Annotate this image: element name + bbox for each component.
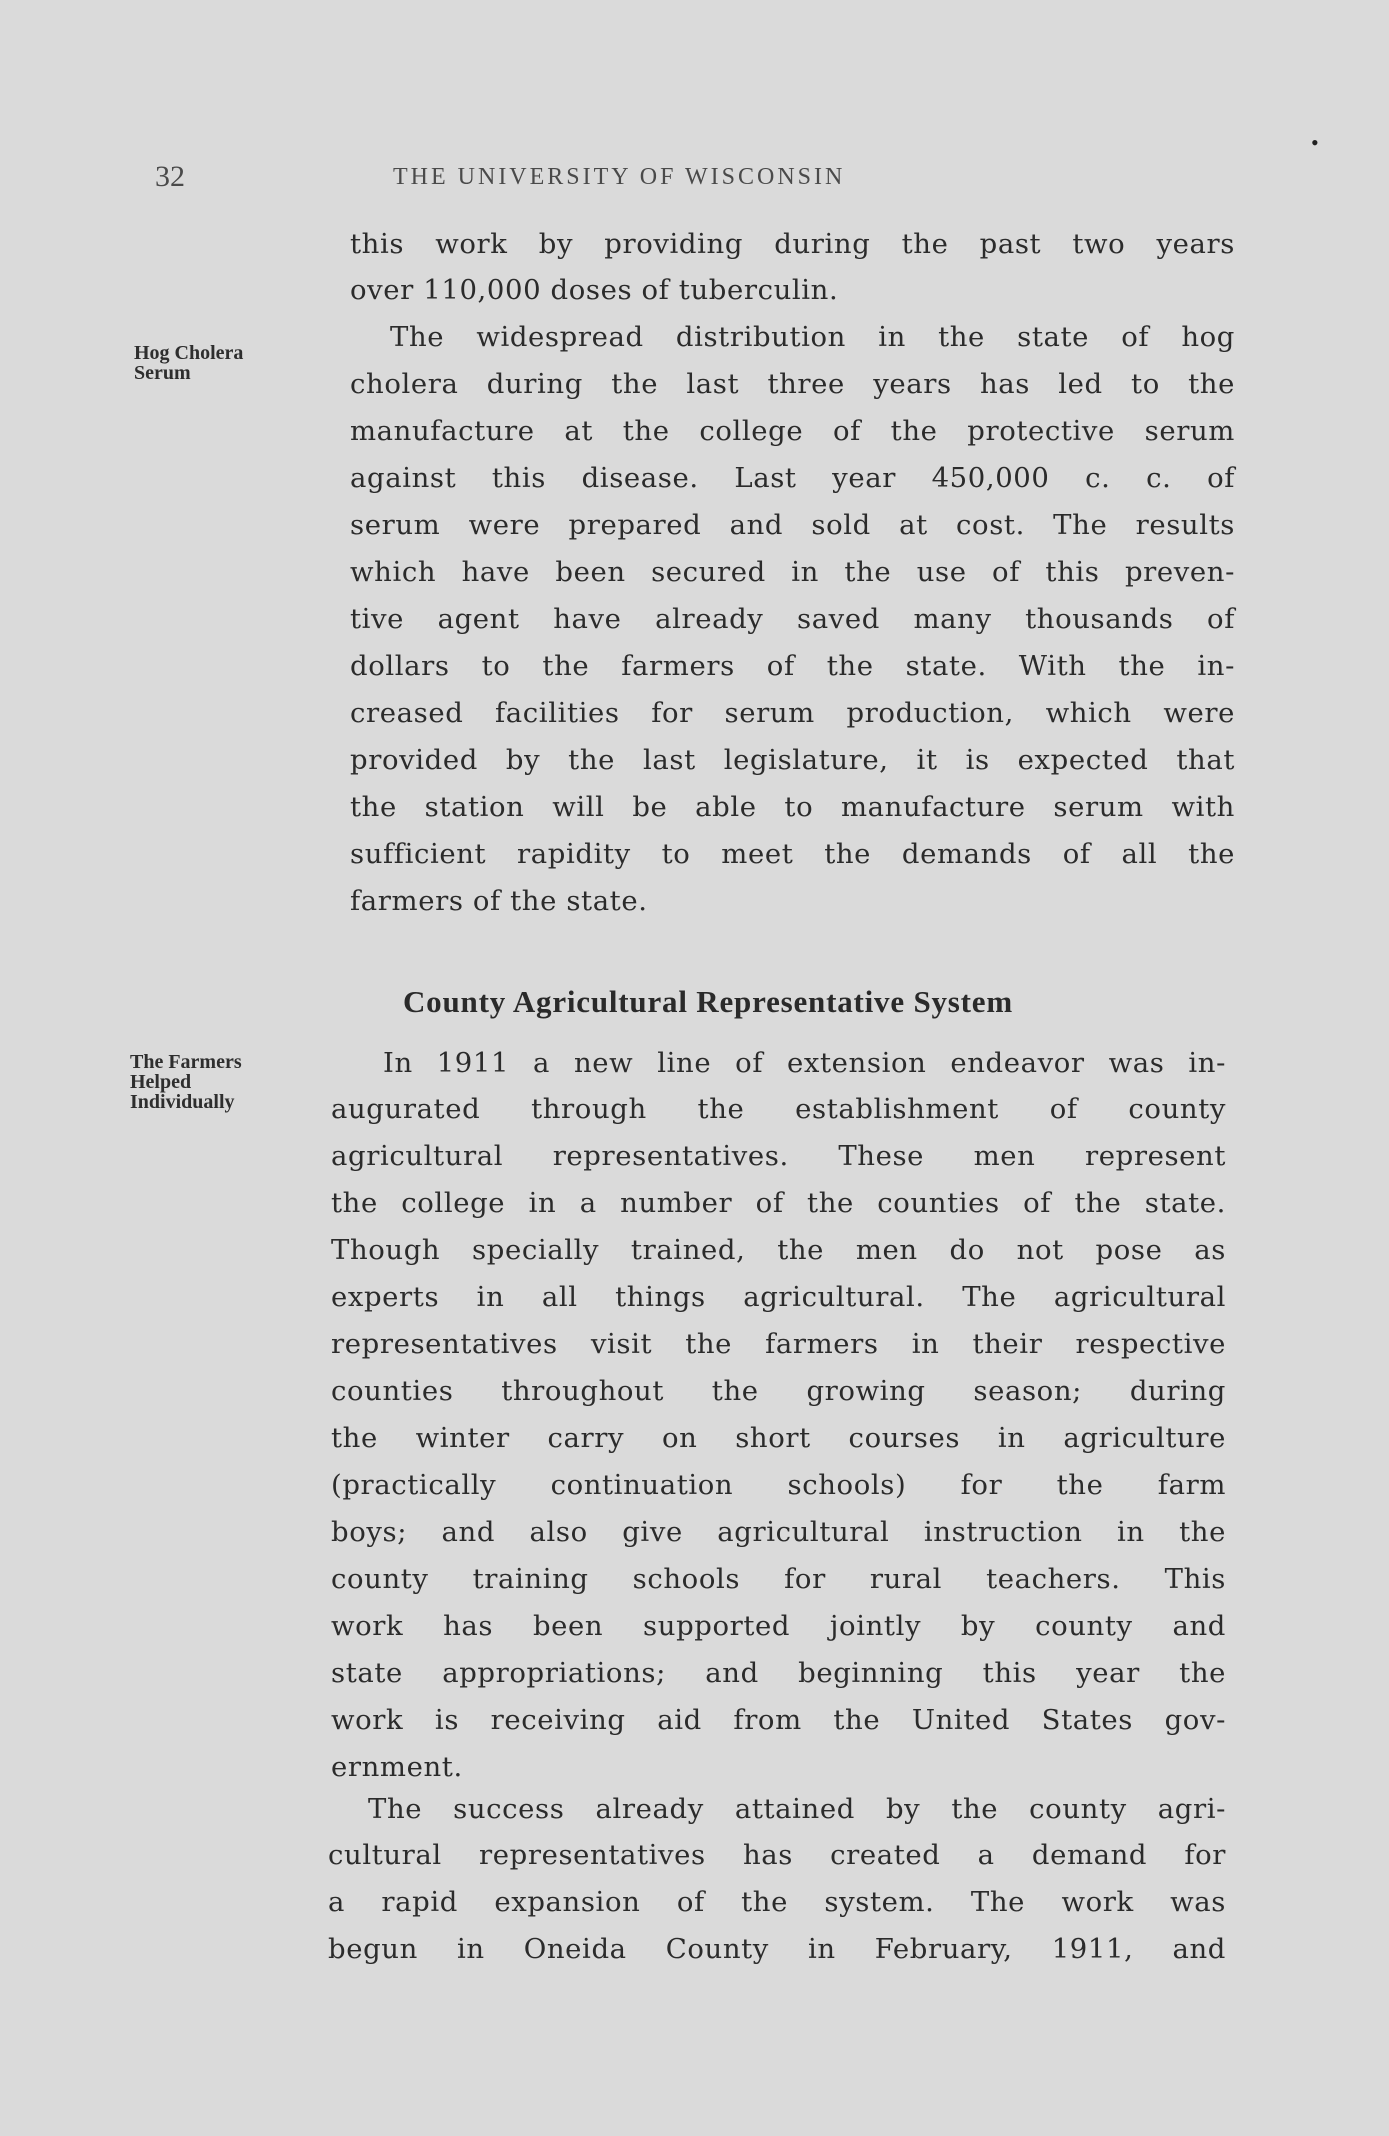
text-line: the station will be able to manufacture serum with (350, 791, 1235, 823)
text-line: The widespread distribution in the state of hog (390, 321, 1235, 353)
text-line: the college in a number of the counties of the state. (331, 1187, 1226, 1219)
text-line: against this disease. Last year 450,000 c. c. of (350, 462, 1235, 494)
sidenote-line: Hog Cholera (134, 342, 244, 364)
sidenote-line: Individually (130, 1091, 235, 1113)
text-line: dollars to the farmers of the state. With the in- (350, 650, 1235, 682)
text-line: In 1911 a new line of extension endeavor was in- (383, 1047, 1226, 1079)
text-line: creased facilities for serum production, which were (350, 697, 1235, 729)
text-line: manufacture at the college of the protective serum (350, 415, 1235, 447)
text-line: cultural representatives has created a demand for (328, 1839, 1226, 1871)
page-number: 32 (155, 160, 185, 193)
text-line: Though specially trained, the men do not pose as (331, 1234, 1226, 1266)
text-line: agricultural representatives. These men represent (331, 1140, 1226, 1172)
text-line: farmers of the state. (350, 885, 648, 917)
text-line: serum were prepared and sold at cost. The results (350, 509, 1235, 541)
text-line: counties throughout the growing season; during (331, 1375, 1226, 1407)
text-line: augurated through the establishment of county (331, 1093, 1226, 1125)
sidenote-line: The Farmers (130, 1051, 242, 1073)
text-line: state appropriations; and beginning this year the (331, 1657, 1226, 1689)
text-line: experts in all things agricultural. The agricultural (331, 1281, 1226, 1313)
print-mark: • (1311, 130, 1321, 155)
sidenote-hog-cholera (134, 343, 243, 383)
text-line: which have been secured in the use of this preven- (350, 556, 1235, 588)
text-line: (practically continuation schools) for the farm (331, 1469, 1226, 1501)
text-line: over 110,000 doses of tuberculin. (350, 274, 839, 306)
text-line: begun in Oneida County in February, 1911, and (328, 1933, 1226, 1965)
text-line: work has been supported jointly by county and (331, 1610, 1226, 1642)
sidenote-line: Serum (134, 362, 191, 384)
sidenote-farmers-helped (130, 1052, 242, 1112)
sidenote-line: Helped (130, 1071, 192, 1093)
text-line: cholera during the last three years has led to the (350, 368, 1235, 400)
section-heading: County Agricultural Representative System (403, 984, 1013, 1019)
text-line: tive agent have already saved many thousands of (350, 603, 1235, 635)
text-line: sufficient rapidity to meet the demands of all the (350, 838, 1235, 870)
journal-title: THE UNIVERSITY OF WISCONSIN (393, 164, 846, 190)
text-line: county training schools for rural teachers. This (331, 1563, 1226, 1595)
text-line: The success already attained by the county agri- (368, 1793, 1226, 1825)
running-head (155, 130, 1321, 200)
text-line: this work by providing during the past two years (350, 228, 1235, 260)
text-line: provided by the last legislature, it is expected that (350, 744, 1235, 776)
text-line: representatives visit the farmers in their respective (331, 1328, 1226, 1360)
text-line: boys; and also give agricultural instruction in the (331, 1516, 1226, 1548)
text-line: the winter carry on short courses in agriculture (331, 1422, 1226, 1454)
text-line: a rapid expansion of the system. The work was (328, 1886, 1226, 1918)
text-line: ernment. (331, 1751, 463, 1783)
text-line: work is receiving aid from the United States gov- (331, 1704, 1226, 1736)
